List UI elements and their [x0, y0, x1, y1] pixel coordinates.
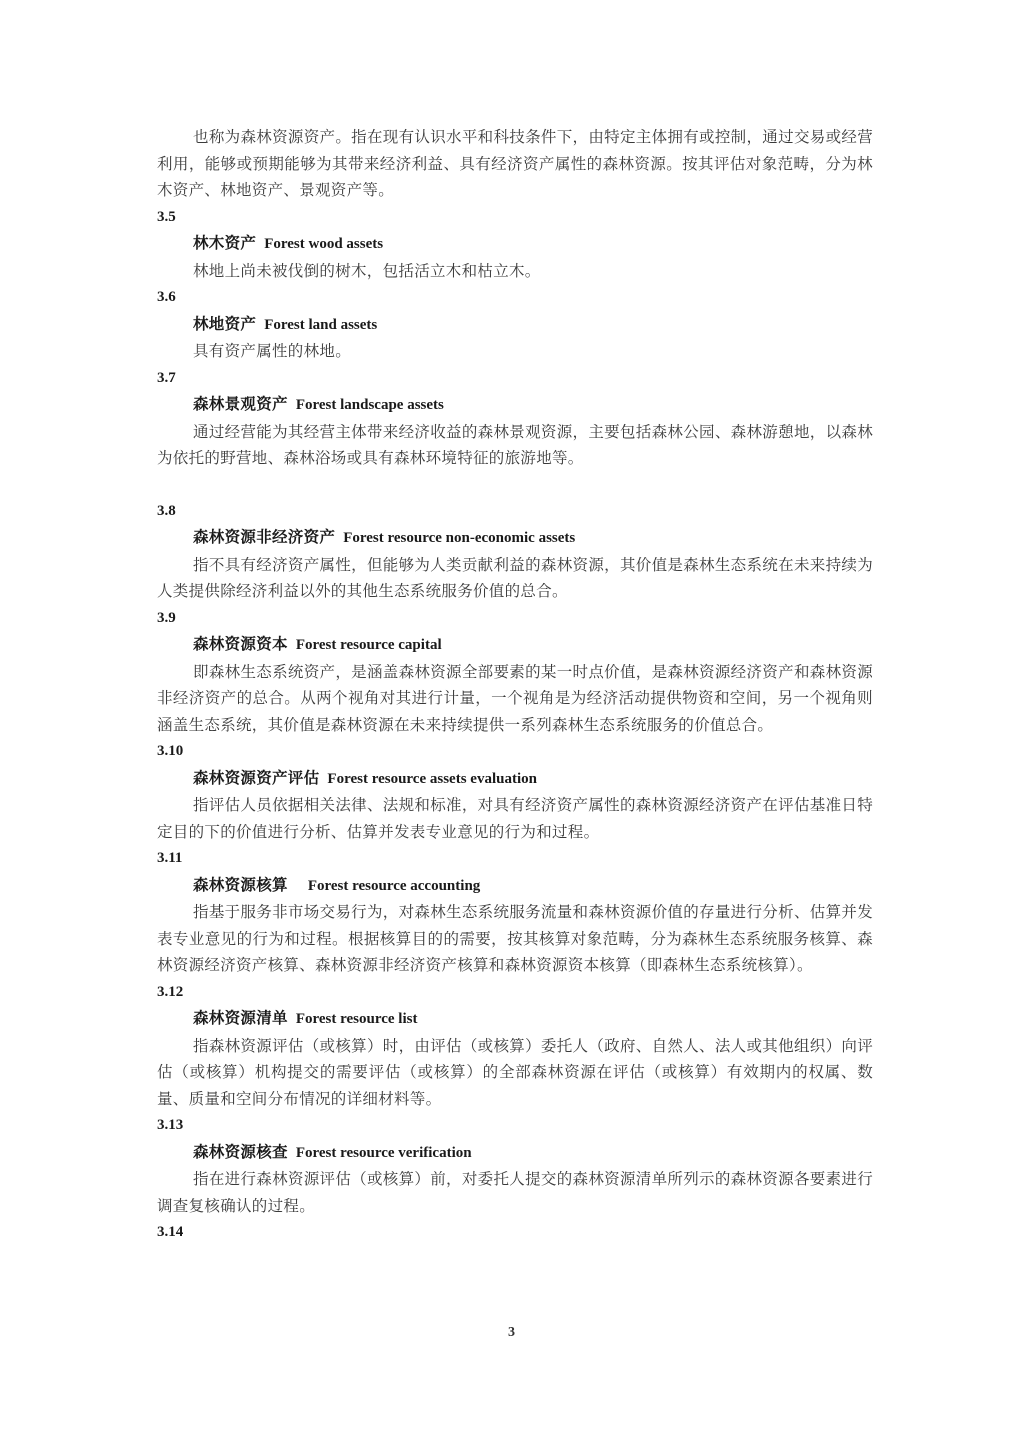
page-number: 3: [508, 1325, 515, 1340]
term-heading: [193, 311, 873, 339]
section-number: 3.9: [157, 609, 176, 626]
term-en: Forest resource non-economic assets: [343, 530, 576, 546]
blank-gap: [157, 472, 873, 498]
section-3-6: [157, 284, 873, 365]
section-3-13: [157, 1112, 873, 1219]
section-3-7: [157, 365, 873, 472]
section-3-8: [157, 498, 873, 605]
term-heading: [193, 230, 873, 258]
term-definition: 即森林生态系统资产，是涵盖森林资源全部要素的某一时点价值，是森林资源经济资产和森林资源非经济资产的总合。从两个视角对其进行计量，一个视角是为经济活动提供物资和空间，另一个视角则涵盖生态系统，其价值是森林资源在未来持续提供一系列森林生态系统服务的价值总合。: [157, 662, 873, 734]
section-3-9: [157, 605, 873, 739]
term-heading: [193, 524, 873, 552]
section-number: 3.7: [157, 369, 176, 386]
term-zh: 森林资源核查: [193, 1141, 288, 1161]
section-number: 3.11: [157, 850, 183, 866]
section-number: 3.13: [157, 1117, 184, 1133]
term-heading: [193, 1139, 873, 1167]
term-definition: 具有资产属性的林地。: [193, 342, 352, 360]
section-number: 3.10: [157, 743, 184, 759]
term-en: Forest resource accounting: [307, 877, 481, 894]
section-number-3-14: 3.14: [157, 1224, 184, 1240]
term-en: Forest landscape assets: [295, 397, 444, 413]
term-en: Forest resource assets evaluation: [327, 770, 537, 787]
term-definition: 通过经营能为其经营主体带来经济收益的森林景观资源，主要包括森林公园、森林游憩地，以森林为依托的野营地、森林浴场或具有森林环境特征的旅游地等。: [157, 422, 873, 467]
term-heading: [193, 872, 873, 900]
section-3-12: [157, 979, 873, 1113]
term-definition: 指基于服务非市场交易行为，对森林生态系统服务流量和森林资源价值的存量进行分析、估算并发表专业意见的行为和过程。根据核算目的的需要，按其核算对象范畴，分为森林生态系统服务核算、森林资源经济资产核算、森林资源非经济资产核算和森林资源资本核算（即森林生态系统核算）。: [157, 903, 873, 974]
section-number: 3.5: [157, 208, 176, 225]
term-definition: 指在进行森林资源评估（或核算）前，对委托人提交的森林资源清单所列示的森林资源各要素进行调查复核确认的过程。: [157, 1170, 873, 1215]
term-heading: [193, 631, 873, 659]
section-number: 3.8: [157, 502, 176, 519]
term-zh: 森林资源资产评估: [193, 767, 320, 787]
intro-paragraph: 也称为森林资源资产。指在现有认识水平和科技条件下，由特定主体拥有或控制，通过交易或经营利用，能够或预期能够为其带来经济利益、具有经济资产属性的森林资源。按其评估对象范畴，分为林木资产、林地资产、景观资产等。: [157, 128, 873, 199]
term-en: Forest resource capital: [295, 637, 442, 653]
section-number: 3.6: [157, 289, 176, 305]
term-en: Forest wood assets: [264, 236, 384, 252]
section-3-5: [157, 204, 873, 285]
term-zh: 森林资源清单: [193, 1008, 288, 1027]
term-zh: 森林资源核算: [193, 874, 288, 894]
term-en: Forest resource list: [295, 1011, 418, 1027]
term-en: Forest land assets: [264, 316, 378, 333]
document-page: [157, 124, 873, 1246]
term-zh: 森林景观资产: [193, 394, 288, 413]
term-zh: 森林资源非经济资产: [193, 527, 336, 546]
term-definition: 指评估人员依据相关法律、法规和标准，对具有经济资产属性的森林资源经济资产在评估基准日特定目的下的价值进行分析、估算并发表专业意见的行为和过程。: [157, 796, 873, 841]
term-definition: 指森林资源评估（或核算）时，由评估（或核算）委托人（政府、自然人、法人或其他组织）向评估（或核算）机构提交的需要评估（或核算）的全部森林资源在评估（或核算）有效期内的权属、数量、质量和空间分布情况的详细材料等。: [157, 1036, 873, 1108]
term-en: Forest resource verification: [295, 1144, 472, 1161]
term-zh: 森林资源资本: [193, 634, 288, 653]
term-heading: [193, 391, 873, 419]
term-definition: 指不具有经济资产属性，但能够为人类贡献利益的森林资源，其价值是森林生态系统在未来持续为人类提供除经济利益以外的其他生态系统服务价值的总合。: [157, 555, 873, 600]
section-3-10: [157, 738, 873, 845]
section-number: 3.12: [157, 983, 184, 1000]
term-zh: 林地资产: [193, 313, 257, 333]
term-definition: 林地上尚未被伐倒的树木，包括活立木和枯立木。: [193, 261, 541, 280]
section-3-11: [157, 845, 873, 979]
term-heading: [193, 1005, 873, 1033]
term-zh: 林木资产: [193, 233, 257, 252]
term-heading: [193, 765, 873, 793]
